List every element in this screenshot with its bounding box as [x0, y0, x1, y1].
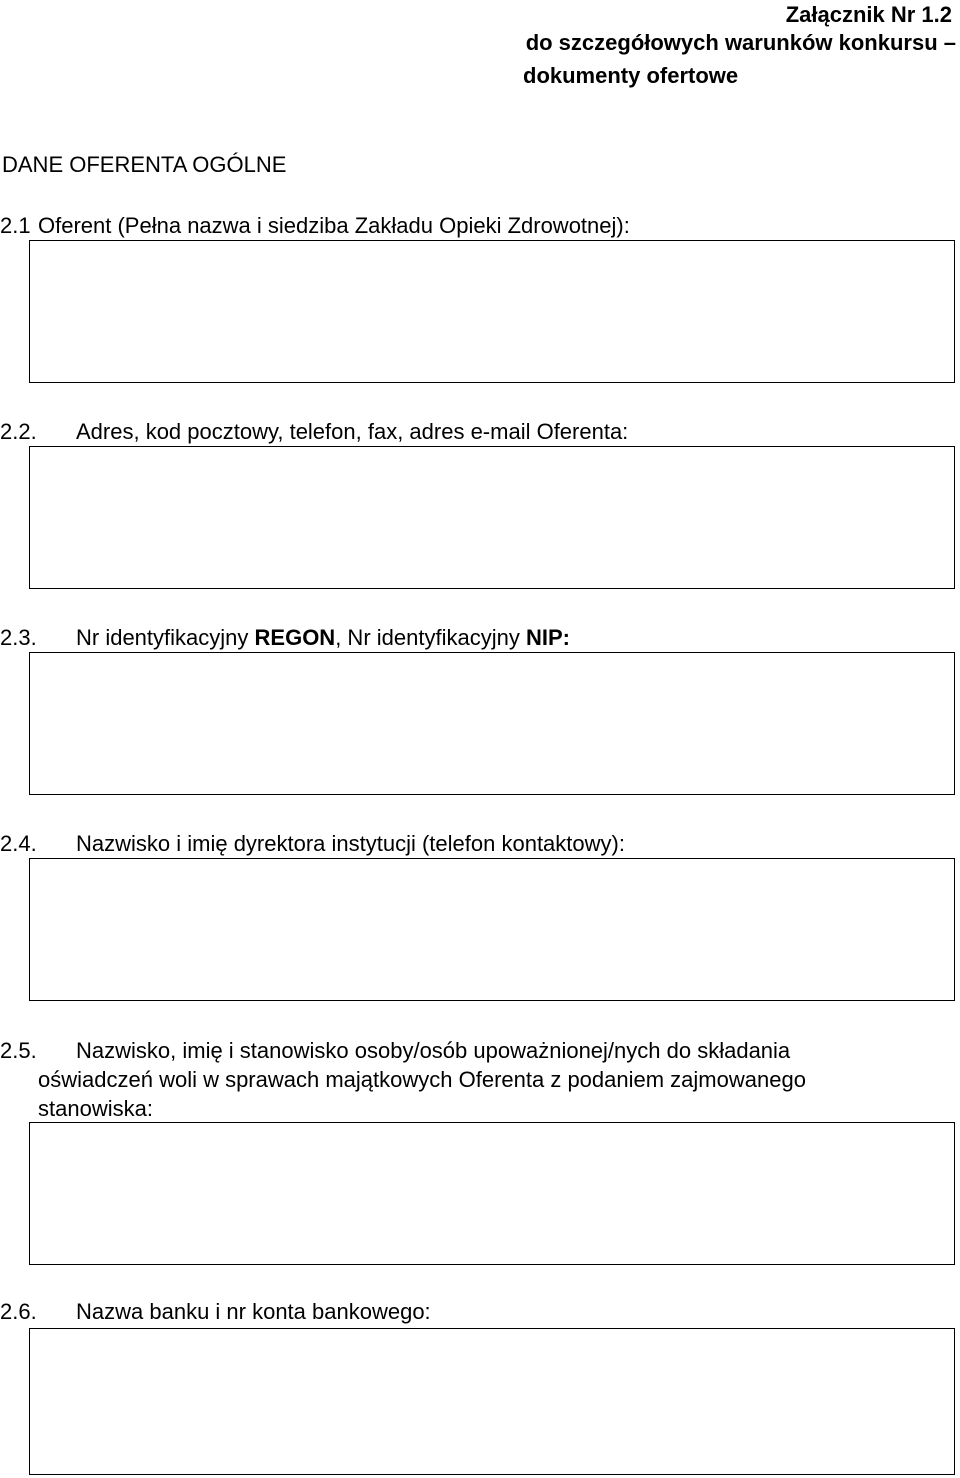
field-2-1-input-box[interactable]	[29, 240, 955, 383]
field-label-text: Nr identyfikacyjny	[76, 625, 255, 650]
field-label-line-2: oświadczeń woli w sprawach majątkowych Oferenta z podaniem zajmowanego	[38, 1067, 806, 1092]
attachment-title: Załącznik Nr 1.2	[785, 2, 952, 27]
field-2-6-label	[0, 1298, 431, 1326]
field-2-3-label	[0, 624, 570, 652]
section-title: DANE OFERENTA OGÓLNE	[2, 152, 287, 177]
field-2-4-label	[0, 830, 625, 858]
field-label-text: Adres, kod pocztowy, telefon, fax, adres e-mail Oferenta:	[76, 419, 629, 444]
attachment-subtitle: do szczegółowych warunków konkursu –	[525, 30, 956, 55]
field-label-line-3: stanowiska:	[38, 1096, 153, 1121]
field-2-1-label	[0, 212, 630, 240]
field-2-4-input-box[interactable]	[29, 858, 955, 1001]
field-number: 2.2.	[0, 419, 37, 444]
field-label-text: Oferent (Pełna nazwa i siedziba Zakładu Opieki Zdrowotnej):	[38, 213, 630, 238]
field-number: 2.1	[0, 213, 31, 238]
field-2-2-input-box[interactable]	[29, 446, 955, 589]
field-number: 2.5.	[0, 1038, 37, 1063]
field-2-2-label	[0, 418, 628, 446]
field-number: 2.6.	[0, 1299, 37, 1324]
field-2-3-input-box[interactable]	[29, 652, 955, 795]
field-number: 2.3.	[0, 625, 37, 650]
field-label-text: Nazwisko i imię dyrektora instytucji (telefon kontaktowy):	[76, 831, 625, 856]
field-number: 2.4.	[0, 831, 37, 856]
field-label-text: Nazwa banku i nr konta bankowego:	[76, 1299, 431, 1324]
attachment-subtitle-2: dokumenty ofertowe	[523, 63, 739, 88]
field-label-line-1	[0, 1036, 950, 1065]
field-2-5-input-box[interactable]	[29, 1122, 955, 1265]
field-label-text: , Nr identyfikacyjny	[335, 625, 526, 650]
nip-label: NIP:	[525, 625, 570, 650]
field-2-6-input-box[interactable]	[29, 1328, 955, 1475]
field-label-text: Nazwisko, imię i stanowisko osoby/osób upoważnionej/nych do składania	[76, 1038, 791, 1063]
regon-label: REGON	[254, 625, 336, 650]
field-2-5-label	[0, 1036, 950, 1123]
